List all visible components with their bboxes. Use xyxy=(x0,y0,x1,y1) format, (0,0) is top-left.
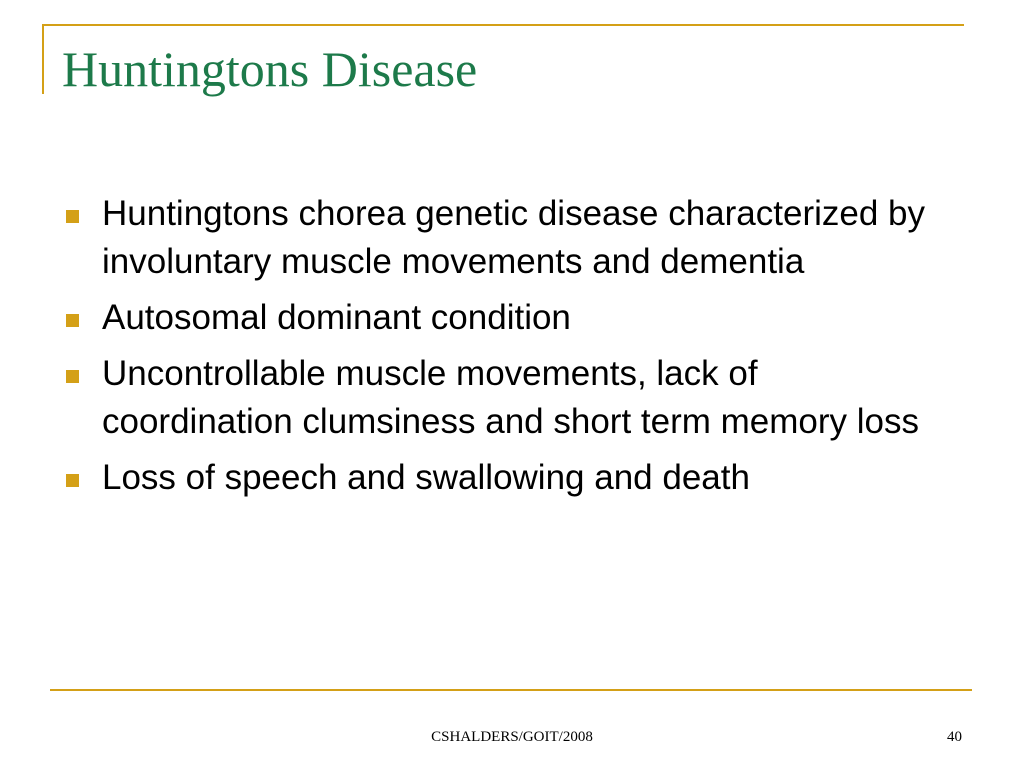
square-bullet-icon xyxy=(66,370,79,383)
footer-label: CSHALDERS/GOIT/2008 xyxy=(431,729,593,745)
bullet-text: Loss of speech and swallowing and death xyxy=(102,458,750,497)
bullet-item xyxy=(66,294,926,342)
footer-divider xyxy=(50,689,972,691)
bullet-text: Huntingtons chorea genetic disease characterized by involuntary muscle movements and dementia xyxy=(102,194,925,281)
square-bullet-icon xyxy=(66,314,79,327)
square-bullet-icon xyxy=(66,474,79,487)
bullet-item xyxy=(66,454,926,502)
square-bullet-icon xyxy=(66,210,79,223)
page-number: 40 xyxy=(947,729,962,745)
bullet-list xyxy=(66,190,926,510)
bullet-text: Autosomal dominant condition xyxy=(102,298,571,337)
bullet-item xyxy=(66,350,926,446)
left-border-line xyxy=(42,24,44,94)
top-border-line xyxy=(42,24,964,26)
bullet-item xyxy=(66,190,926,286)
slide-title: Huntingtons Disease xyxy=(62,41,478,97)
bullet-text: Uncontrollable muscle movements, lack of coordination clumsiness and short term memory loss xyxy=(102,354,919,441)
